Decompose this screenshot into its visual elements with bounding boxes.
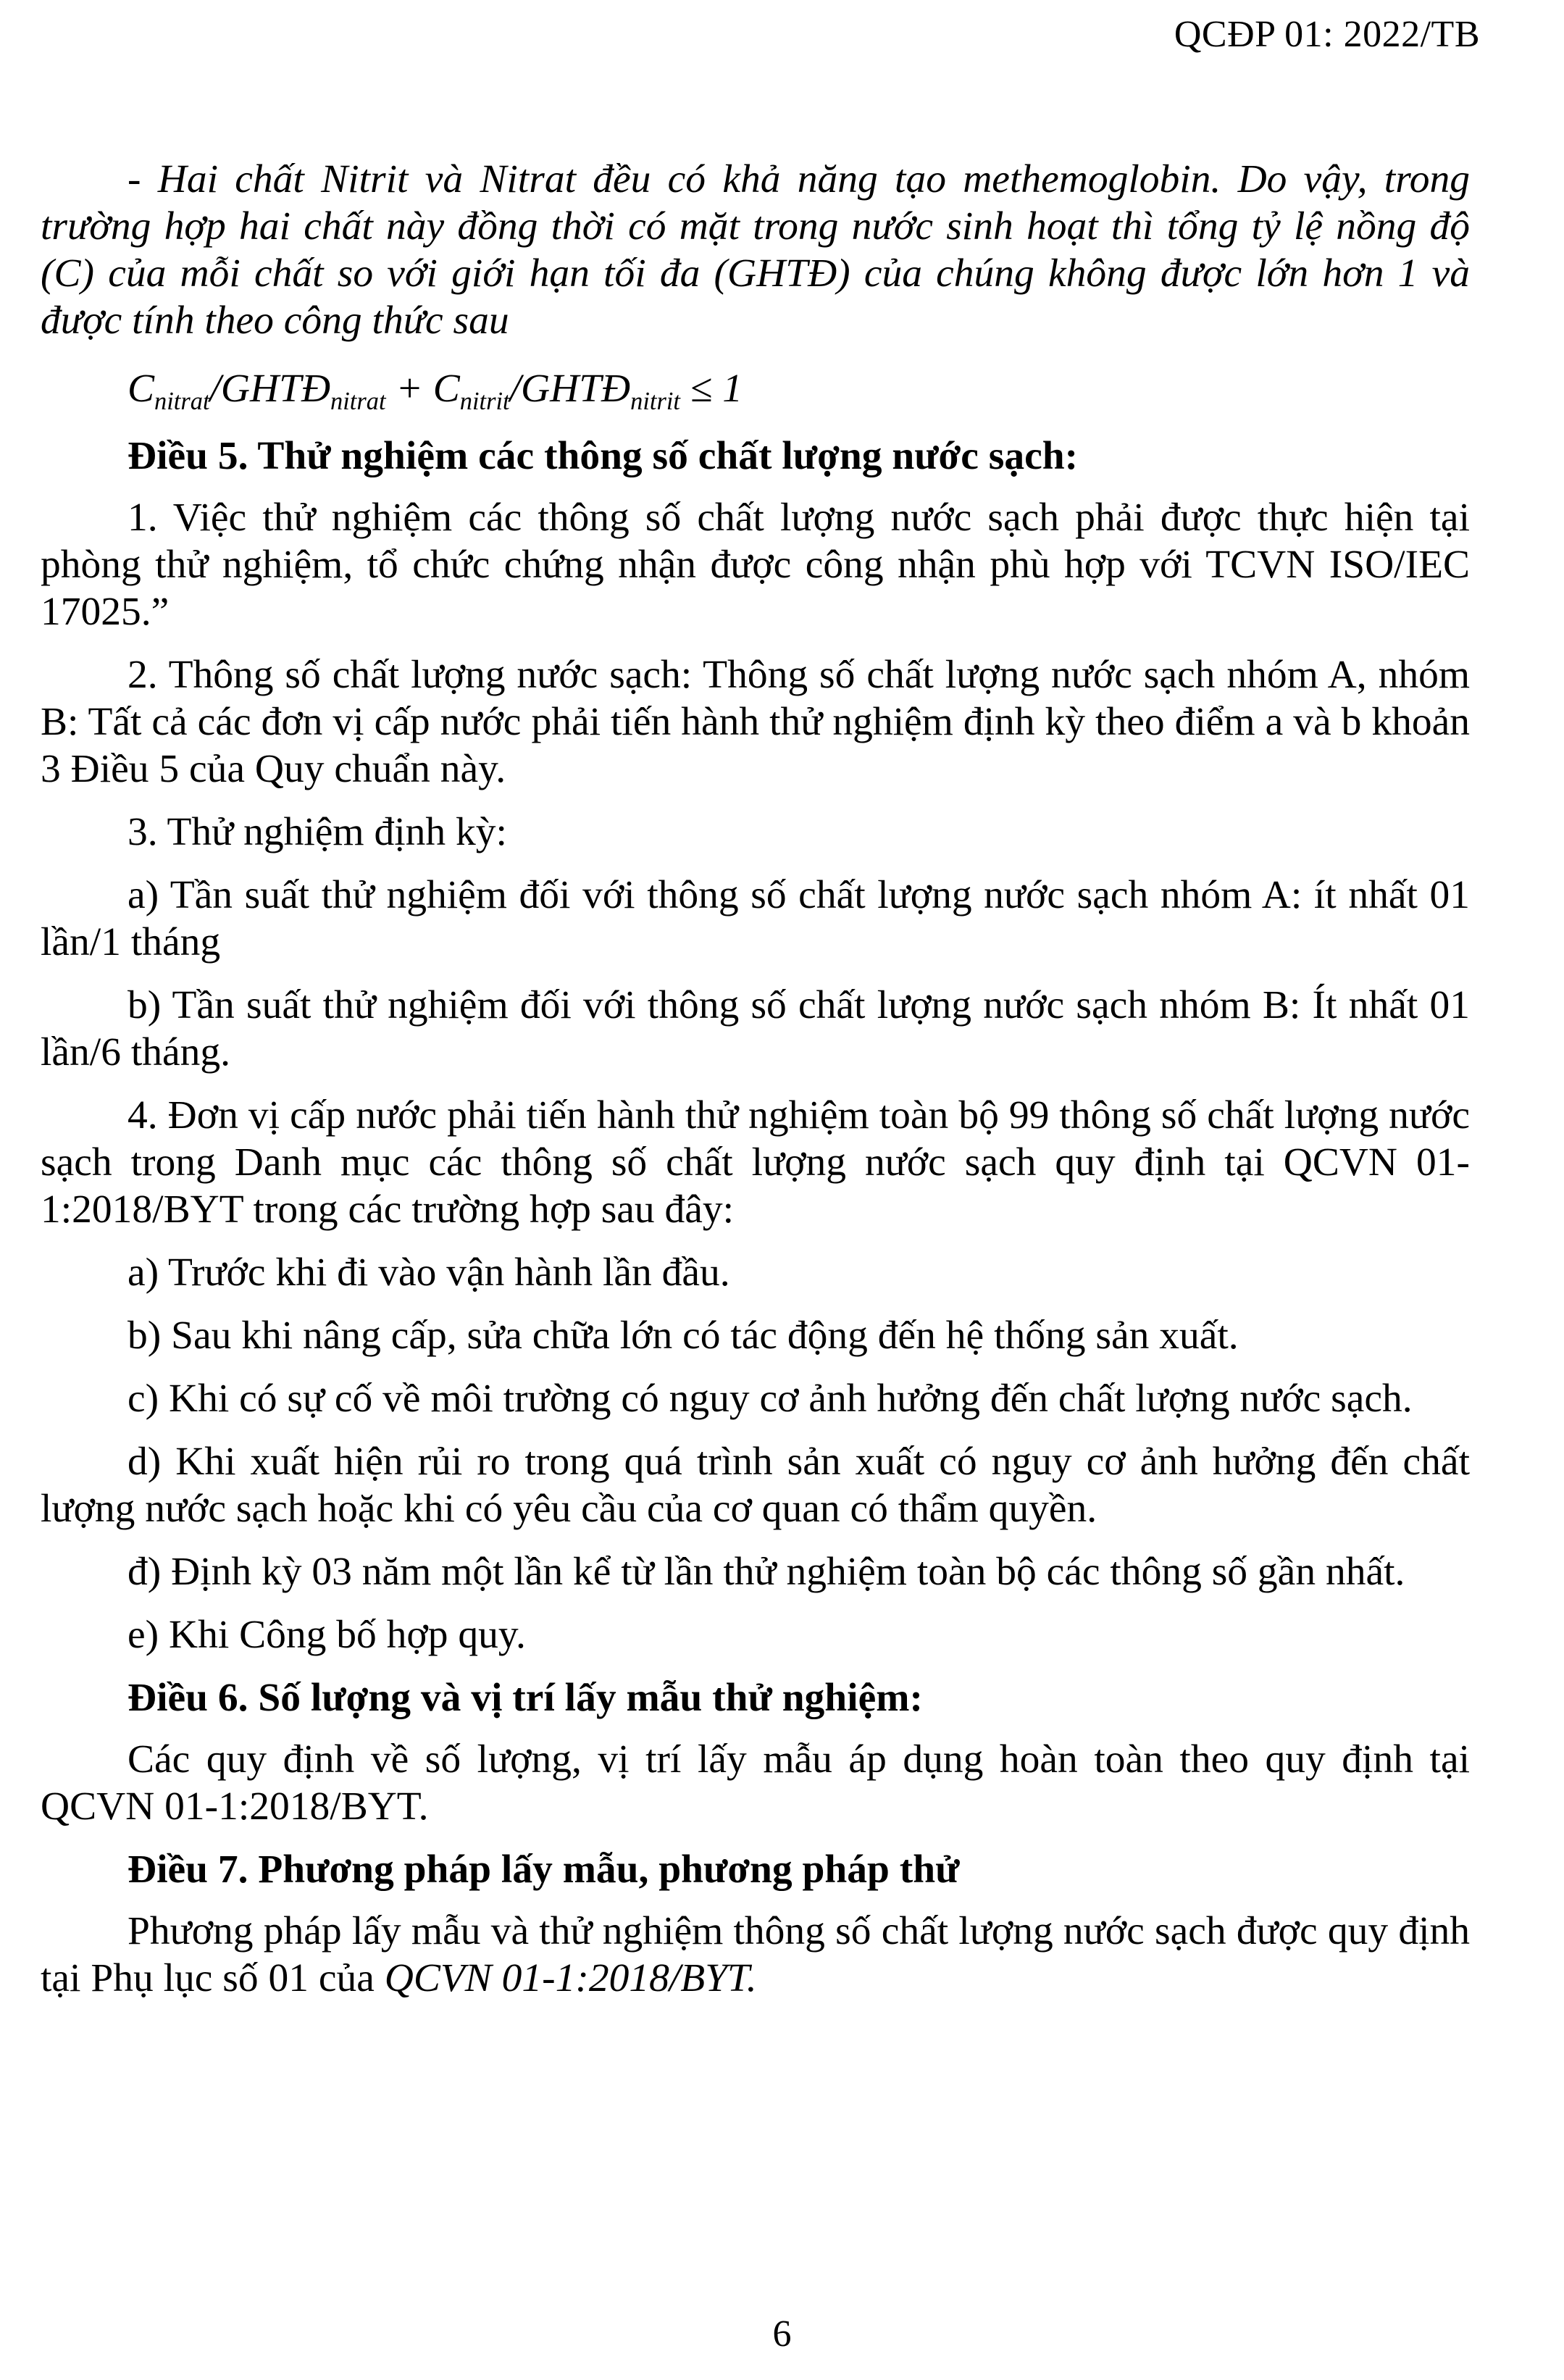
article-5-clause-4dd: đ) Định kỳ 03 năm một lần kể từ lần thử nghiệm toàn bộ các thông số gần nhất. [127,1550,1405,1594]
article-5-clause-4b: b) Sau khi nâng cấp, sửa chữa lớn có tác động đến hệ thống sản xuất. [127,1314,1239,1358]
formula-ghtd2: /GHTĐ [509,367,631,411]
formula-c2-sub: nitrit [459,388,510,415]
article-5-clause-4e: e) Khi Công bố hợp quy. [127,1613,526,1657]
concentration-ratio-formula [41,363,1470,415]
article-7-text-main: Phương pháp lấy mẫu và thử nghiệm thông số chất lượng nước sạch được quy định tại Phụ lục số 01 của [41,1909,1470,2000]
article-7-text [41,1908,1470,2002]
formula-rhs: ≤ 1 [679,367,743,411]
article-5-clause-2: 2. Thông số chất lượng nước sạch: Thông số chất lượng nước sạch nhóm A, nhóm B: Tất cả các đơn vị cấp nước phải tiến hành thử nghiệm định kỳ theo điểm a và b khoản 3 Điều 5 của Quy chuẩn này. [41,653,1470,791]
article-7-heading: Điều 7. Phương pháp lấy mẫu, phương pháp thử [127,1847,960,1892]
formula-ghtd1: /GHTĐ [209,367,331,411]
document-code-header: QCĐP 01: 2022/TB [1174,14,1480,55]
article-5-clause-4a: a) Trước khi đi vào vận hành lần đầu. [127,1250,730,1295]
document-body [41,156,1470,2018]
article-5-clause-3: 3. Thử nghiệm định kỳ: [127,810,507,854]
formula-c1: C [127,367,155,411]
article-7-standard-reference: QCVN 01-1:2018/BYT. [384,1956,757,2000]
article-6-text: Các quy định về số lượng, vị trí lấy mẫu áp dụng hoàn toàn theo quy định tại QCVN 01-1:2018/BYT. [41,1737,1470,1829]
formula-c1-sub: nitrat [154,388,210,415]
nitrite-nitrate-note: - Hai chất Nitrit và Nitrat đều có khả năng tạo methemoglobin. Do vậy, trong trường hợp hai chất này đồng thời có mặt trong nước sinh hoạt thì tổng tỷ lệ nồng độ (C) của mỗi chất so với giới hạn tối đa (GHTĐ) của chúng không được lớn hơn 1 và được tính theo công thức sau [41,157,1470,343]
formula-c2: C [432,367,460,411]
article-5-clause-4c: c) Khi có sự cố về môi trường có nguy cơ ảnh hưởng đến chất lượng nước sạch. [127,1377,1413,1421]
article-5-clause-3a: a) Tần suất thử nghiệm đối với thông số chất lượng nước sạch nhóm A: ít nhất 01 lần/1 tháng [41,873,1470,964]
article-5-heading: Điều 5. Thử nghiệm các thông số chất lượng nước sạch: [127,434,1079,478]
article-5-clause-4: 4. Đơn vị cấp nước phải tiến hành thử nghiệm toàn bộ 99 thông số chất lượng nước sạch trong Danh mục các thông số chất lượng nước sạch quy định tại QCVN 01-1:2018/BYT trong các trường hợp sau đây: [41,1093,1470,1232]
article-5-clause-4d: d) Khi xuất hiện rủi ro trong quá trình sản xuất có nguy cơ ảnh hưởng đến chất lượng nước sạch hoặc khi có yêu cầu của cơ quan có thẩm quyền. [41,1440,1470,1531]
article-6-heading: Điều 6. Số lượng và vị trí lấy mẫu thử nghiệm: [127,1676,923,1720]
formula-plus: + [385,367,433,411]
article-5-clause-1: 1. Việc thử nghiệm các thông số chất lượng nước sạch phải được thực hiện tại phòng thử nghiệm, tổ chức chứng nhận được công nhận phù hợp với TCVN ISO/IEC 17025.” [41,496,1470,634]
article-5-clause-3b: b) Tần suất thử nghiệm đối với thông số chất lượng nước sạch nhóm B: Ít nhất 01 lần/6 tháng. [41,983,1470,1074]
formula-ghtd1-sub: nitrat [330,388,386,415]
page-number: 6 [772,2313,792,2355]
formula-ghtd2-sub: nitrit [630,388,680,415]
